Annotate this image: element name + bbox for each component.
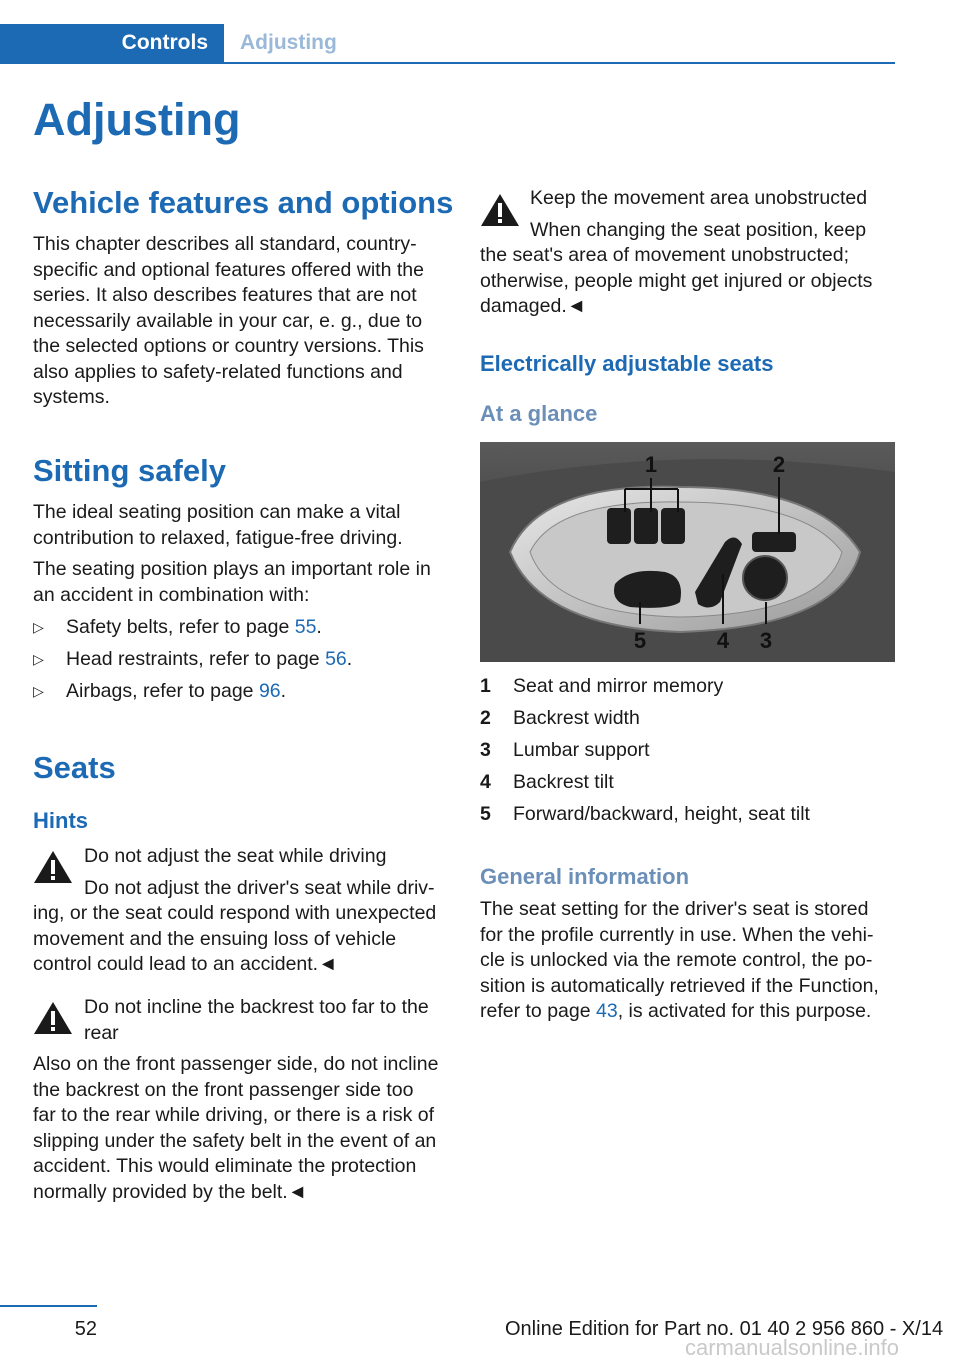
header-bar <box>0 24 895 64</box>
legend-item: 1 Seat and mirror memory <box>480 675 724 697</box>
page-number: 52 <box>74 1318 97 1340</box>
legend-item: 5 Forward/backward, height, seat tilt <box>480 803 810 825</box>
sitting-text-1: The ideal seating position can make a vital contribution to relaxed, fatigue-free driving. <box>33 501 403 549</box>
electric-seats-heading: Electrically adjustable seats <box>480 351 774 376</box>
sitting-text-2: The seating position plays an important role in an accident in combination with: <box>33 558 431 606</box>
bullet-icon: ▷ <box>33 683 44 699</box>
edition-text: Online Edition for Part no. 01 40 2 956 860 - X/14 <box>505 1318 944 1340</box>
seat-controls-illustration <box>480 442 895 662</box>
warning-icon <box>33 1000 73 1036</box>
bullet-icon: ▷ <box>33 651 44 667</box>
watermark: carmanualsonline.info <box>685 1335 900 1360</box>
warning-text: Also on the front passenger side, do not incline the backrest on the front passenger side too far to the rear while driving, or there is a risk of slipping under the safety belt in the event of an accident. This would eliminate the protection normally provided by the belt.◄ <box>33 1053 439 1203</box>
warning-title: Do not adjust the seat while driving <box>84 845 387 867</box>
hints-heading: Hints <box>33 808 88 833</box>
seat-controls-figure <box>480 442 895 662</box>
warning-icon <box>480 192 520 228</box>
warning-title: Keep the movement area unobstructed <box>530 187 868 209</box>
page-link-96[interactable]: 96 <box>258 680 281 702</box>
warning-text: the seat's area of movement unobstructed; otherwise, people might get injured or objects damaged.◄ <box>480 244 873 317</box>
legend-item: 3 Lumbar support <box>480 739 650 761</box>
warning-text-first-line: When changing the seat position, keep <box>530 219 867 241</box>
warning-icon <box>33 849 73 885</box>
general-info-text: The seat setting for the driver's seat is stored for the profile currently in use. When the vehi- cle is unlocked via the remote control, the po- sition is automatically retrieved if the Function, refer to page 43, is activated for this purpose. <box>480 898 879 1022</box>
general-info-heading: General information <box>480 864 690 889</box>
warning-title: Do not incline the backrest too far to the rear <box>84 996 429 1044</box>
page-title: Adjusting <box>33 94 241 145</box>
bullet-icon: ▷ <box>33 619 44 635</box>
tab-adjusting[interactable]: Adjusting <box>240 31 337 54</box>
figure-callout: 5 <box>633 628 647 653</box>
vehicle-features-text: This chapter describes all standard, country- specific and optional features offered with the series. It also describes features that are not necessarily available in your car, e. g., due to the selected options or country versions. This also applies to safety-related functions and systems. <box>33 233 424 408</box>
sitting-safely-heading: Sitting safely <box>33 453 226 488</box>
footer-rule <box>0 1305 97 1307</box>
figure-callout: 2 <box>772 452 786 477</box>
warning-text-first-line: Do not adjust the driver's seat while driv- <box>84 877 435 899</box>
vehicle-features-heading: Vehicle features and options <box>33 185 454 220</box>
page-link-55[interactable]: 55 <box>294 616 317 638</box>
seats-heading: Seats <box>33 750 116 785</box>
at-a-glance-heading: At a glance <box>480 401 598 426</box>
legend-item: 4 Backrest tilt <box>480 771 614 793</box>
page-link-56[interactable]: 56 <box>325 648 347 670</box>
figure-callout: 1 <box>644 452 658 477</box>
tab-controls[interactable]: Controls <box>0 24 224 62</box>
page-link-43[interactable]: 43 <box>596 1000 618 1022</box>
figure-callout: 4 <box>716 628 730 653</box>
warning-text: ing, or the seat could respond with unexpected movement and the ensuing loss of vehicle control could lead to an accident.◄ <box>33 902 437 975</box>
legend-item: 2 Backrest width <box>480 707 640 729</box>
figure-callout: 3 <box>759 628 773 653</box>
